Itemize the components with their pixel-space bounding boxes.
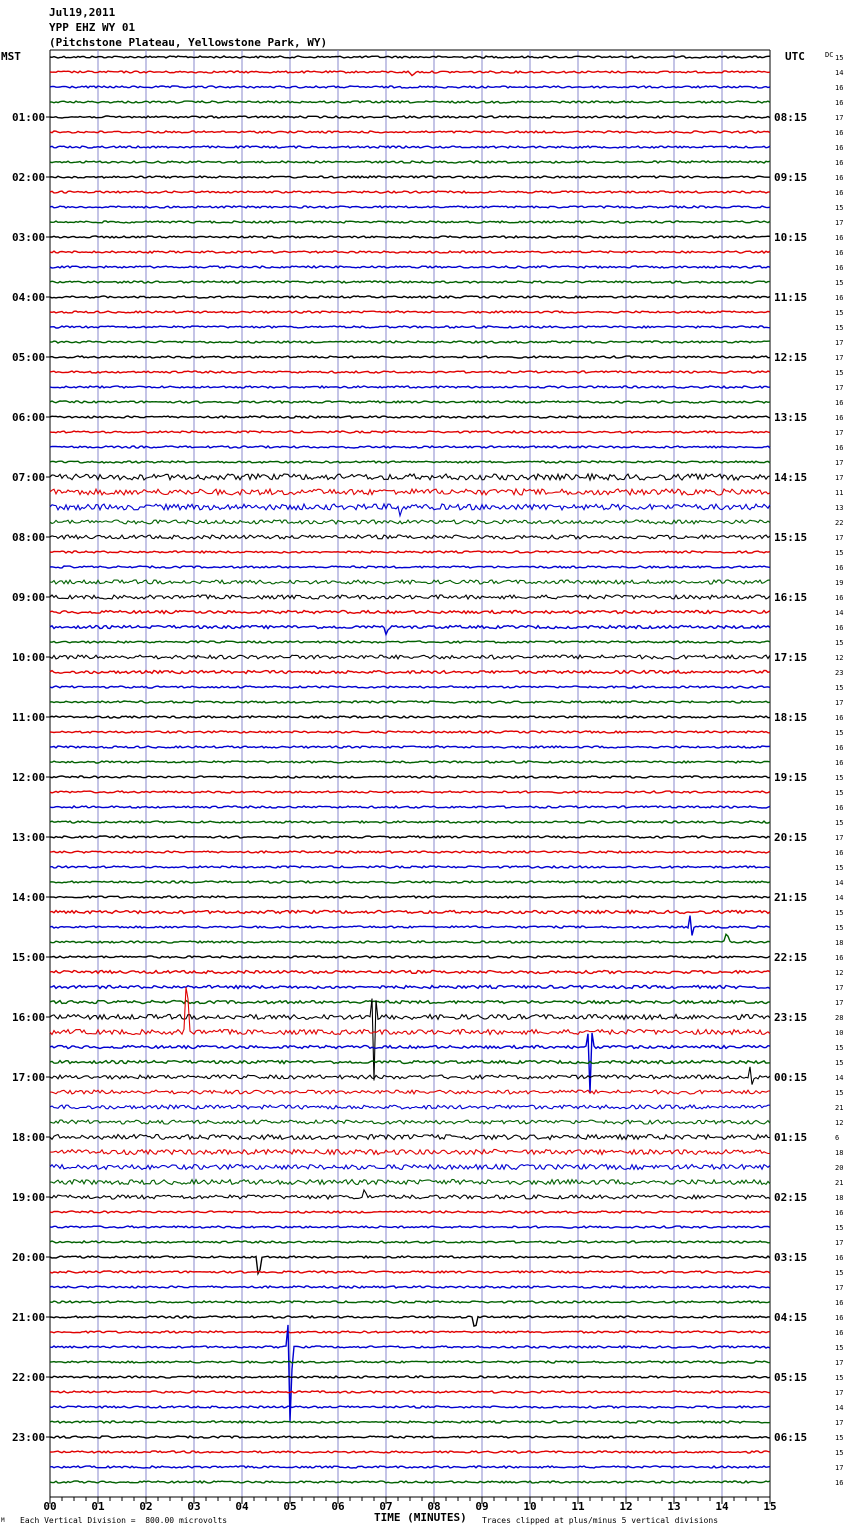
trace-row [50, 686, 770, 688]
dc-offset-label: 22 [835, 519, 844, 527]
left-hour-label: 08:00 [12, 531, 46, 544]
trace-row [50, 987, 770, 1034]
trace-row [50, 1376, 770, 1378]
left-hour-label: 01:00 [12, 111, 46, 124]
trace-row [50, 131, 770, 133]
dc-offset-label: 14 [835, 1404, 844, 1412]
trace-row [50, 971, 770, 974]
dc-offset-label: 15 [835, 864, 844, 872]
dc-offset-label: 17 [835, 114, 844, 122]
trace-row [50, 236, 770, 238]
dc-offset-label: 16 [835, 804, 844, 812]
dc-offset-label: 17 [835, 354, 844, 362]
trace-row [50, 386, 770, 388]
left-hour-label: 23:00 [12, 1431, 46, 1444]
dc-offset-label: 16 [835, 159, 844, 167]
dc-offset-label: 17 [835, 429, 844, 437]
dc-offset-label: 17 [835, 474, 844, 482]
right-hour-label: 13:15 [774, 411, 808, 424]
trace-row [50, 206, 770, 208]
dc-offset-label: 16 [835, 564, 844, 572]
dc-offset-label: 12 [835, 654, 844, 662]
trace-row [50, 416, 770, 418]
dc-offset-label: 16 [835, 744, 844, 752]
left-hour-label: 13:00 [12, 831, 46, 844]
dc-offset-label: 16 [835, 714, 844, 722]
station-id: YPP EHZ WY 01 [49, 21, 136, 34]
dc-offset-label: 16 [835, 1314, 844, 1322]
trace-row [50, 1301, 770, 1303]
dc-offset-label: 16 [835, 264, 844, 272]
left-hour-label: 12:00 [12, 771, 46, 784]
x-tick-label: 11 [571, 1500, 585, 1510]
trace-row [50, 716, 770, 718]
right-hour-label: 22:15 [774, 951, 808, 964]
trace-row [50, 641, 770, 643]
dc-offset-label: 15 [835, 309, 844, 317]
right-hour-label: 12:15 [774, 351, 808, 364]
left-hour-label: 09:00 [12, 591, 46, 604]
dc-offset-label: 16 [835, 624, 844, 632]
dc-offset-label: 16 [835, 174, 844, 182]
right-hour-label: 11:15 [774, 291, 808, 304]
trace-row [50, 489, 770, 495]
trace-row [50, 821, 770, 823]
dc-offset-label: 15 [835, 1269, 844, 1277]
right-hour-label: 06:15 [774, 1431, 808, 1444]
right-hour-label: 00:15 [774, 1071, 808, 1084]
dc-offset-label: 19 [835, 579, 844, 587]
trace-row [50, 671, 770, 674]
trace-row [50, 296, 770, 298]
trace-row [50, 1361, 770, 1363]
x-tick-label: 13 [667, 1500, 681, 1510]
dc-offset-label: 16 [835, 1209, 844, 1217]
dc-offset-label: 18 [835, 1194, 844, 1202]
trace-row [50, 146, 770, 148]
dc-offset-label: 16 [835, 1299, 844, 1307]
dc-offset-label: 15 [835, 729, 844, 737]
dc-offset-label: 17 [835, 1419, 844, 1427]
x-tick-label: 12 [619, 1500, 633, 1510]
trace-row [50, 1090, 770, 1094]
station-location: (Pitchstone Plateau, Yellowstone Park, WY) [49, 36, 328, 49]
dc-offset-label: 16 [835, 189, 844, 197]
dc-offset-label: 16 [835, 1254, 844, 1262]
clip-note: Traces clipped at plus/minus 5 vertical divisions [482, 1516, 719, 1525]
left-hour-label: 07:00 [12, 471, 46, 484]
dc-offset-label: 17 [835, 1389, 844, 1397]
trace-row [50, 1241, 770, 1243]
x-tick-label: 08 [427, 1500, 441, 1510]
dc-offset-label: 16 [835, 294, 844, 302]
dc-offset-label: 11 [835, 489, 844, 497]
trace-row [50, 504, 770, 516]
dc-offset-label: 21 [835, 1104, 844, 1112]
trace-row [50, 251, 770, 253]
left-hour-label: 19:00 [12, 1191, 46, 1204]
trace-row [50, 866, 770, 868]
trace-row [50, 611, 770, 614]
right-hour-label: 16:15 [774, 591, 808, 604]
dc-offset-label: 16 [835, 414, 844, 422]
trace-row [50, 266, 770, 268]
trace-row [50, 326, 770, 328]
trace-row [50, 580, 770, 584]
x-tick-label: 02 [139, 1500, 153, 1510]
right-hour-label: 17:15 [774, 651, 808, 664]
trace-row [50, 1406, 770, 1408]
x-tick-label: 04 [235, 1500, 249, 1510]
trace-row [50, 1105, 770, 1109]
dc-offset-label: 15 [835, 1059, 844, 1067]
trace-row [50, 401, 770, 403]
trace-row [50, 595, 770, 599]
trace-row [50, 731, 770, 733]
trace-row [50, 1061, 770, 1064]
dc-offset-label: 17 [835, 699, 844, 707]
dc-offset-label: 15 [835, 1089, 844, 1097]
right-hour-label: 01:15 [774, 1131, 808, 1144]
dc-offset-label: 16 [835, 849, 844, 857]
dc-offset-label: 15 [835, 1044, 844, 1052]
dc-offset-label: 14 [835, 894, 844, 902]
right-hour-label: 08:15 [774, 111, 808, 124]
left-hour-label: 14:00 [12, 891, 46, 904]
dc-offset-label: 15 [835, 639, 844, 647]
trace-row [50, 311, 770, 313]
trace-row [50, 1001, 770, 1004]
dc-offset-label: 16 [835, 399, 844, 407]
trace-row [50, 1150, 770, 1155]
trace-row [50, 161, 770, 163]
trace-row [50, 101, 770, 103]
trace-row [50, 535, 770, 539]
dc-offset-label: 17 [835, 984, 844, 992]
left-hour-label: 15:00 [12, 951, 46, 964]
trace-row [50, 1226, 770, 1228]
left-timezone-label: MST [1, 50, 21, 63]
trace-row [50, 701, 770, 703]
trace-row [50, 956, 770, 958]
dc-offset-label: 13 [835, 504, 844, 512]
x-tick-label: 15 [763, 1500, 777, 1510]
trace-row [50, 1165, 770, 1170]
dc-offset-label: 16 [835, 99, 844, 107]
scale-note: Each Vertical Division = 800.00 microvolts [20, 1516, 228, 1525]
axis-labels [12, 51, 843, 1510]
dc-offset-label: 15 [835, 204, 844, 212]
left-hour-label: 02:00 [12, 171, 46, 184]
right-hour-label: 14:15 [774, 471, 808, 484]
x-tick-label: 01 [91, 1500, 105, 1510]
x-axis-title: TIME (MINUTES) [374, 1511, 467, 1524]
dc-offset-label: 15 [835, 279, 844, 287]
x-tick-label: 07 [379, 1500, 393, 1510]
dc-offset-label: 15 [835, 1449, 844, 1457]
trace-row [50, 1451, 770, 1453]
traces [50, 56, 770, 1483]
trace-row [50, 191, 770, 193]
dc-header-label: DC [825, 51, 834, 59]
left-hour-label: 22:00 [12, 1371, 46, 1384]
dc-offset-label: 17 [835, 999, 844, 1007]
trace-row [50, 916, 770, 936]
trace-row [50, 341, 770, 343]
left-hour-label: 03:00 [12, 231, 46, 244]
dc-offset-label: 15 [835, 924, 844, 932]
left-hour-label: 11:00 [12, 711, 46, 724]
x-tick-label: 06 [331, 1500, 345, 1510]
dc-offset-label: 16 [835, 144, 844, 152]
trace-row [50, 1271, 770, 1273]
trace-row [50, 1135, 770, 1140]
trace-row [50, 1331, 770, 1333]
left-hour-label: 10:00 [12, 651, 46, 664]
dc-offset-label: 14 [835, 1074, 844, 1082]
dc-offset-label: 21 [835, 1179, 844, 1187]
dc-offset-label: 15 [835, 774, 844, 782]
dc-offset-label: 12 [835, 1119, 844, 1127]
right-hour-label: 05:15 [774, 1371, 808, 1384]
left-hour-label: 04:00 [12, 291, 46, 304]
trace-row [50, 56, 770, 58]
dc-offset-label: 16 [835, 1329, 844, 1337]
trace-row [50, 655, 770, 659]
dc-offset-label: 17 [835, 384, 844, 392]
trace-row [50, 461, 770, 463]
trace-row [50, 71, 770, 76]
trace-row [50, 851, 770, 853]
plot-date: Jul19,2011 [49, 6, 116, 19]
dc-offset-label: 14 [835, 69, 844, 77]
trace-row [50, 1286, 770, 1288]
dc-offset-label: 17 [835, 219, 844, 227]
left-hour-label: 20:00 [12, 1251, 46, 1264]
trace-row [50, 806, 770, 808]
dc-offset-label: 15 [835, 1374, 844, 1382]
left-hour-label: 18:00 [12, 1131, 46, 1144]
trace-row [50, 746, 770, 748]
dc-offset-label: 15 [835, 909, 844, 917]
trace-row [50, 1391, 770, 1393]
right-hour-label: 04:15 [774, 1311, 808, 1324]
dc-offset-label: 23 [835, 669, 844, 677]
trace-row [50, 1466, 770, 1468]
dc-offset-label: 15 [835, 1224, 844, 1232]
x-tick-label: 10 [523, 1500, 537, 1510]
x-tick-label: 03 [187, 1500, 201, 1510]
trace-row [50, 1067, 770, 1085]
dc-offset-label: 17 [835, 534, 844, 542]
trace-row [50, 356, 770, 358]
left-hour-label: 05:00 [12, 351, 46, 364]
trace-row [50, 446, 770, 448]
left-hour-label: 06:00 [12, 411, 46, 424]
trace-row [50, 221, 770, 223]
right-hour-label: 18:15 [774, 711, 808, 724]
dc-offset-label: 17 [835, 1284, 844, 1292]
right-hour-label: 19:15 [774, 771, 808, 784]
dc-offset-label: 15 [835, 1344, 844, 1352]
right-hour-label: 10:15 [774, 231, 808, 244]
dc-offset-label: 14 [835, 609, 844, 617]
dc-offset-label: 14 [835, 879, 844, 887]
dc-offset-label: 15 [835, 324, 844, 332]
dc-offset-label: 15 [835, 54, 844, 62]
dc-offset-label: 17 [835, 1359, 844, 1367]
trace-row [50, 896, 770, 898]
right-hour-label: 09:15 [774, 171, 808, 184]
dc-offset-label: 15 [835, 549, 844, 557]
x-tick-label: 09 [475, 1500, 489, 1510]
dc-offset-label: 18 [835, 1149, 844, 1157]
left-hour-label: 21:00 [12, 1311, 46, 1324]
trace-row [50, 474, 770, 480]
dc-offset-label: 10 [835, 1029, 844, 1037]
trace-row [50, 1180, 770, 1185]
dc-offset-label: 16 [835, 84, 844, 92]
trace-row [50, 836, 770, 838]
trace-row [50, 1211, 770, 1213]
dc-offset-label: 16 [835, 1479, 844, 1487]
dc-offset-label: 17 [835, 1464, 844, 1472]
trace-row [50, 881, 770, 883]
right-hour-label: 20:15 [774, 831, 808, 844]
trace-row [50, 431, 770, 433]
dc-offset-label: 6 [835, 1134, 840, 1142]
trace-row [50, 626, 770, 635]
x-tick-label: 14 [715, 1500, 729, 1510]
trace-row [50, 761, 770, 763]
trace-row [50, 520, 770, 524]
dc-offset-label: 15 [835, 684, 844, 692]
trace-row [50, 776, 770, 778]
trace-row [50, 116, 770, 118]
dc-offset-label: 16 [835, 129, 844, 137]
trace-row [50, 1481, 770, 1483]
left-hour-label: 17:00 [12, 1071, 46, 1084]
dc-offset-label: 16 [835, 954, 844, 962]
left-hour-label: 16:00 [12, 1011, 46, 1024]
dc-offset-label: 15 [835, 789, 844, 797]
right-hour-label: 15:15 [774, 531, 808, 544]
dc-offset-label: 15 [835, 1434, 844, 1442]
trace-row [50, 791, 770, 793]
trace-row [50, 1316, 770, 1326]
trace-row [50, 176, 770, 178]
dc-offset-label: 16 [835, 594, 844, 602]
trace-row [50, 551, 770, 553]
trace-row [50, 1120, 770, 1124]
right-timezone-label: UTC [785, 50, 805, 63]
trace-row [50, 999, 770, 1081]
trace-row [50, 566, 770, 568]
dc-offset-label: 17 [835, 834, 844, 842]
dc-offset-label: 17 [835, 459, 844, 467]
trace-row [50, 371, 770, 373]
trace-row [50, 1190, 770, 1199]
dc-offset-label: 12 [835, 969, 844, 977]
right-hour-label: 21:15 [774, 891, 808, 904]
trace-row [50, 281, 770, 283]
trace-row [50, 1436, 770, 1438]
dc-offset-label: 20 [835, 1164, 844, 1172]
right-hour-label: 23:15 [774, 1011, 808, 1024]
dc-offset-label: 16 [835, 234, 844, 242]
right-hour-label: 03:15 [774, 1251, 808, 1264]
dc-offset-label: 15 [835, 819, 844, 827]
dc-offset-label: 28 [835, 1014, 844, 1022]
x-tick-label: 05 [283, 1500, 297, 1510]
trace-row [50, 911, 770, 914]
dc-offset-label: 16 [835, 249, 844, 257]
x-tick-label: 00 [43, 1500, 57, 1510]
dc-offset-label: 16 [835, 759, 844, 767]
trace-row [50, 986, 770, 989]
dc-offset-label: 17 [835, 1239, 844, 1247]
dc-offset-label: 18 [835, 939, 844, 947]
trace-row [50, 1421, 770, 1423]
dc-offset-label: 17 [835, 339, 844, 347]
dc-offset-label: 16 [835, 444, 844, 452]
trace-row [50, 934, 770, 943]
right-hour-label: 02:15 [774, 1191, 808, 1204]
trace-row [50, 86, 770, 88]
dc-offset-label: 15 [835, 369, 844, 377]
corner-mark: M [1, 1517, 5, 1524]
